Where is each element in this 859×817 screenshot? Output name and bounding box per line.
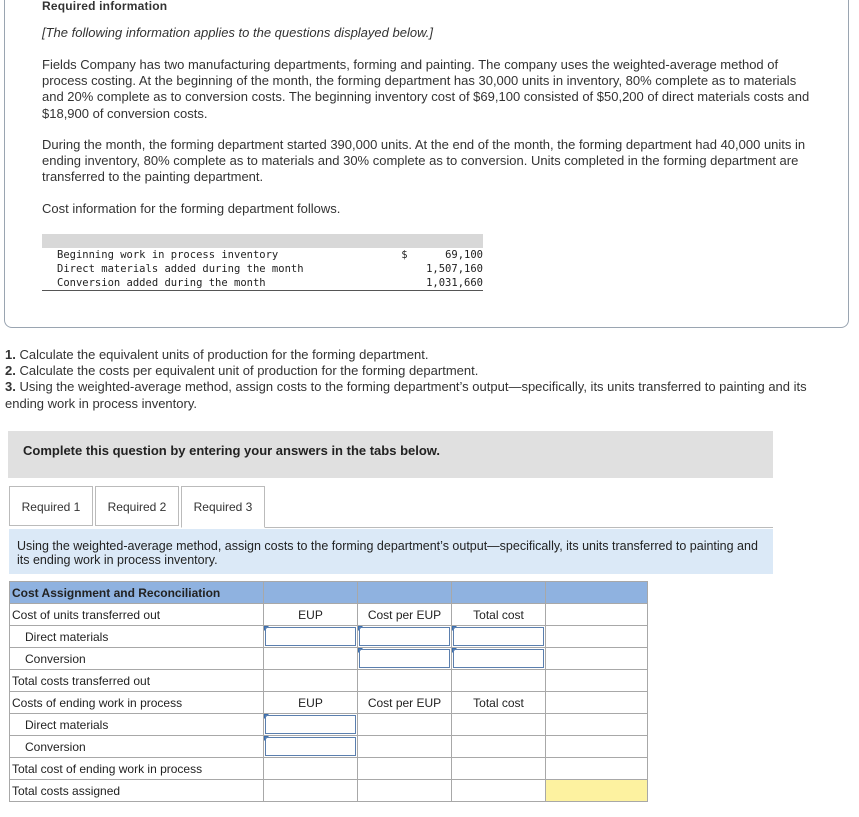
table-row bbox=[10, 714, 648, 736]
column-header-cost-per-eup: Cost per EUP bbox=[358, 604, 452, 626]
tab-instruction: Using the weighted-average method, assign costs to the forming department’s output—specifically, its units transferred to painting and its ending work in process inventory. bbox=[9, 529, 773, 574]
cost-value: 1,507,160 bbox=[426, 263, 483, 275]
cost-label: Beginning work in process inventory bbox=[57, 249, 279, 261]
row-label: Total cost of ending work in process bbox=[10, 758, 264, 780]
table-row bbox=[10, 648, 648, 670]
complete-question-banner bbox=[8, 431, 773, 478]
row-label: Costs of ending work in process bbox=[10, 692, 264, 714]
cost-table-divider bbox=[42, 290, 483, 291]
grid-title: Cost Assignment and Reconciliation bbox=[10, 582, 264, 604]
total-cost-input-transferred-conv[interactable] bbox=[452, 648, 546, 670]
row-label: Conversion bbox=[10, 736, 264, 758]
dollar-sign bbox=[401, 262, 421, 276]
column-header-cost-per-eup: Cost per EUP bbox=[358, 692, 452, 714]
cost-per-eup-input-transferred-conv[interactable] bbox=[358, 648, 452, 670]
question-list bbox=[5, 347, 845, 412]
tab-required-1[interactable]: Required 1 bbox=[9, 486, 93, 526]
info-paragraph-2: During the month, the forming department started 390,000 units. At the end of the month, the forming department had 40,000 units in ending inventory, 80% complete as to materials and 30% complete as to conversion. Units completed in the forming department are transferred to the painting department. bbox=[42, 137, 806, 185]
table-row bbox=[10, 670, 648, 692]
table-row bbox=[10, 736, 648, 758]
table-row bbox=[10, 780, 648, 802]
eup-input-ewip-dm[interactable] bbox=[264, 714, 358, 736]
cost-assignment-grid bbox=[9, 581, 648, 802]
column-header-eup: EUP bbox=[264, 692, 358, 714]
total-costs-assigned-cell[interactable] bbox=[546, 780, 648, 802]
question-2: 2. Calculate the costs per equivalent unit of production for the forming department. bbox=[5, 363, 479, 379]
required-information-title: Required information bbox=[42, 0, 168, 13]
table-row bbox=[10, 604, 648, 626]
dollar-sign: $ bbox=[401, 249, 408, 261]
row-label: Direct materials bbox=[10, 714, 264, 736]
question-3: 3. Using the weighted-average method, assign costs to the forming department’s output—specifically, its units transferred to painting and its ending work in process inventory. bbox=[5, 379, 807, 411]
cost-label: Conversion added during the month bbox=[57, 277, 266, 289]
row-label: Total costs assigned bbox=[10, 780, 264, 802]
grid-header-row bbox=[10, 582, 648, 604]
eup-input-ewip-conv[interactable] bbox=[264, 736, 358, 758]
tab-required-3[interactable]: Required 3 bbox=[181, 486, 265, 528]
intro-note: [The following information applies to the questions displayed below.] bbox=[42, 25, 433, 40]
row-label: Conversion bbox=[10, 648, 264, 670]
row-label: Total costs transferred out bbox=[10, 670, 264, 692]
cost-information-table bbox=[42, 234, 483, 298]
cost-label: Direct materials added during the month bbox=[57, 263, 304, 275]
cost-row bbox=[42, 276, 483, 290]
total-cost-input-transferred-dm[interactable] bbox=[452, 626, 546, 648]
tab-underline bbox=[265, 527, 773, 528]
question-1: 1. Calculate the equivalent units of production for the forming department. bbox=[5, 347, 429, 362]
eup-input-transferred-dm[interactable] bbox=[264, 626, 358, 648]
row-label: Cost of units transferred out bbox=[10, 604, 264, 626]
column-header-total-cost: Total cost bbox=[452, 692, 546, 714]
cost-value: 1,031,660 bbox=[426, 277, 483, 289]
row-label: Direct materials bbox=[10, 626, 264, 648]
complete-question-text: Complete this question by entering your answers in the tabs below. bbox=[23, 443, 441, 458]
info-paragraph-1: Fields Company has two manufacturing departments, forming and painting. The company uses the weighted-average method of process costing. At the beginning of the month, the forming department has 30,000 units in inventory, 80% complete as to materials and 20% complete as to conversion costs. The beginning inventory cost of $69,100 consisted of $50,200 of direct materials costs and $18,900 of conversion costs. bbox=[42, 57, 810, 121]
table-row bbox=[10, 758, 648, 780]
dollar-sign bbox=[401, 276, 421, 290]
cost-row bbox=[42, 248, 483, 262]
table-row bbox=[10, 692, 648, 714]
cost-per-eup-input-transferred-dm[interactable] bbox=[358, 626, 452, 648]
tab-required-2[interactable]: Required 2 bbox=[95, 486, 179, 526]
column-header-eup: EUP bbox=[264, 604, 358, 626]
cost-value: 69,100 bbox=[445, 249, 483, 261]
cost-row bbox=[42, 262, 483, 276]
cost-table-header bbox=[42, 234, 483, 248]
table-row bbox=[10, 626, 648, 648]
info-paragraph-3: Cost information for the forming department follows. bbox=[42, 201, 341, 216]
column-header-total-cost: Total cost bbox=[452, 604, 546, 626]
